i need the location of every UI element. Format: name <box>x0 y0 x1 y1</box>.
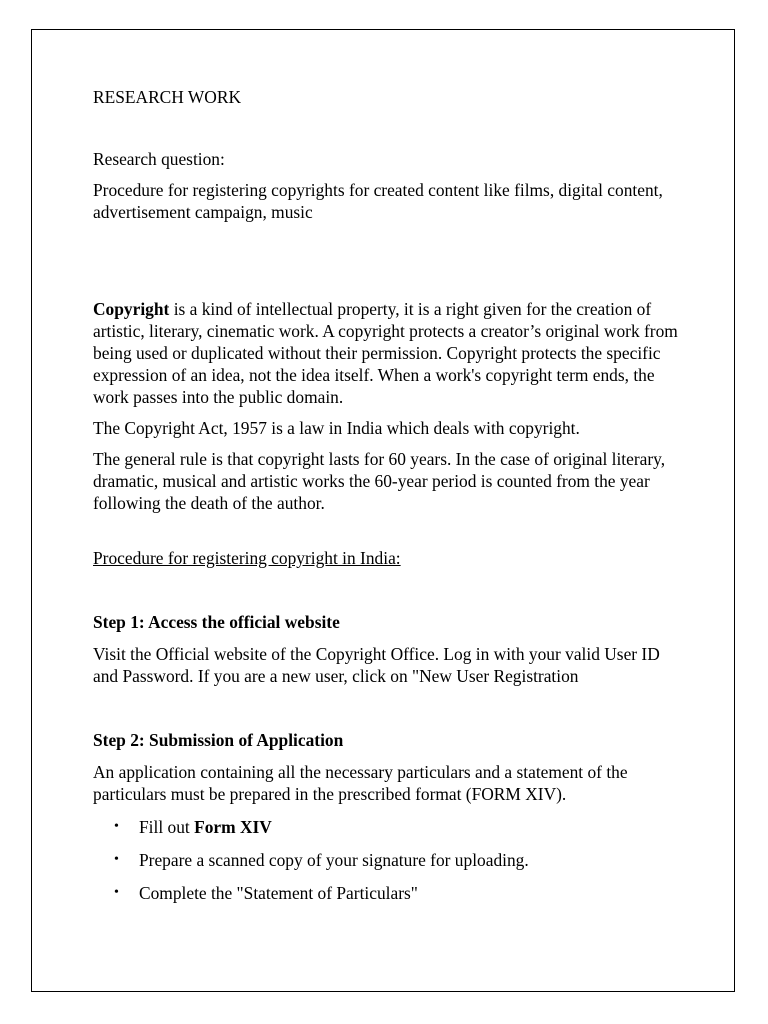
copyright-definition-text: is a kind of intellectual property, it is a right given for the creation of artistic, literary, cinematic work. A copyright protects a creator’s original work from being used or duplicated without their permission. Copyright protects the specific expression of an idea, not the idea itself. When a work's copyright term ends, the work passes into the public domain. <box>93 299 678 407</box>
step1-heading: Step 1: Access the official website <box>93 612 340 632</box>
copyright-act-paragraph: The Copyright Act, 1957 is a law in India which deals with copyright. <box>93 418 580 438</box>
list-item <box>93 882 683 904</box>
bullet-text: Prepare a scanned copy of your signature for uploading. <box>139 850 529 870</box>
research-question-text: Procedure for registering copyrights for created content like films, digital content, advertisement campaign, music <box>93 180 663 222</box>
step2-bullet-list <box>93 816 683 904</box>
bullet-icon: • <box>114 819 119 834</box>
copyright-definition-paragraph <box>93 298 683 408</box>
research-question-label: Research question: <box>93 149 225 169</box>
bullet-bold-text: Form XIV <box>194 817 272 837</box>
step2-text: An application containing all the necessary particulars and a statement of the particulars must be prepared in the prescribed format (FORM XIV). <box>93 762 628 804</box>
step1-text: Visit the Official website of the Copyright Office. Log in with your valid User ID and Password. If you are a new user, click on "New User Registration <box>93 644 660 686</box>
copyright-term: Copyright <box>93 299 170 319</box>
bullet-icon: • <box>114 852 119 867</box>
bullet-icon: • <box>114 885 119 900</box>
step2-heading: Step 2: Submission of Application <box>93 730 344 750</box>
procedure-heading: Procedure for registering copyright in India: <box>93 548 401 568</box>
bullet-text: Complete the "Statement of Particulars" <box>139 883 418 903</box>
bullet-text: Fill out <box>139 817 195 837</box>
copyright-duration-paragraph: The general rule is that copyright lasts for 60 years. In the case of original literary, dramatic, musical and artistic works the 60-year period is counted from the year following the death of the author. <box>93 449 666 513</box>
document-title: RESEARCH WORK <box>93 87 241 107</box>
document-body <box>93 86 683 915</box>
list-item <box>93 849 683 871</box>
list-item <box>93 816 683 838</box>
